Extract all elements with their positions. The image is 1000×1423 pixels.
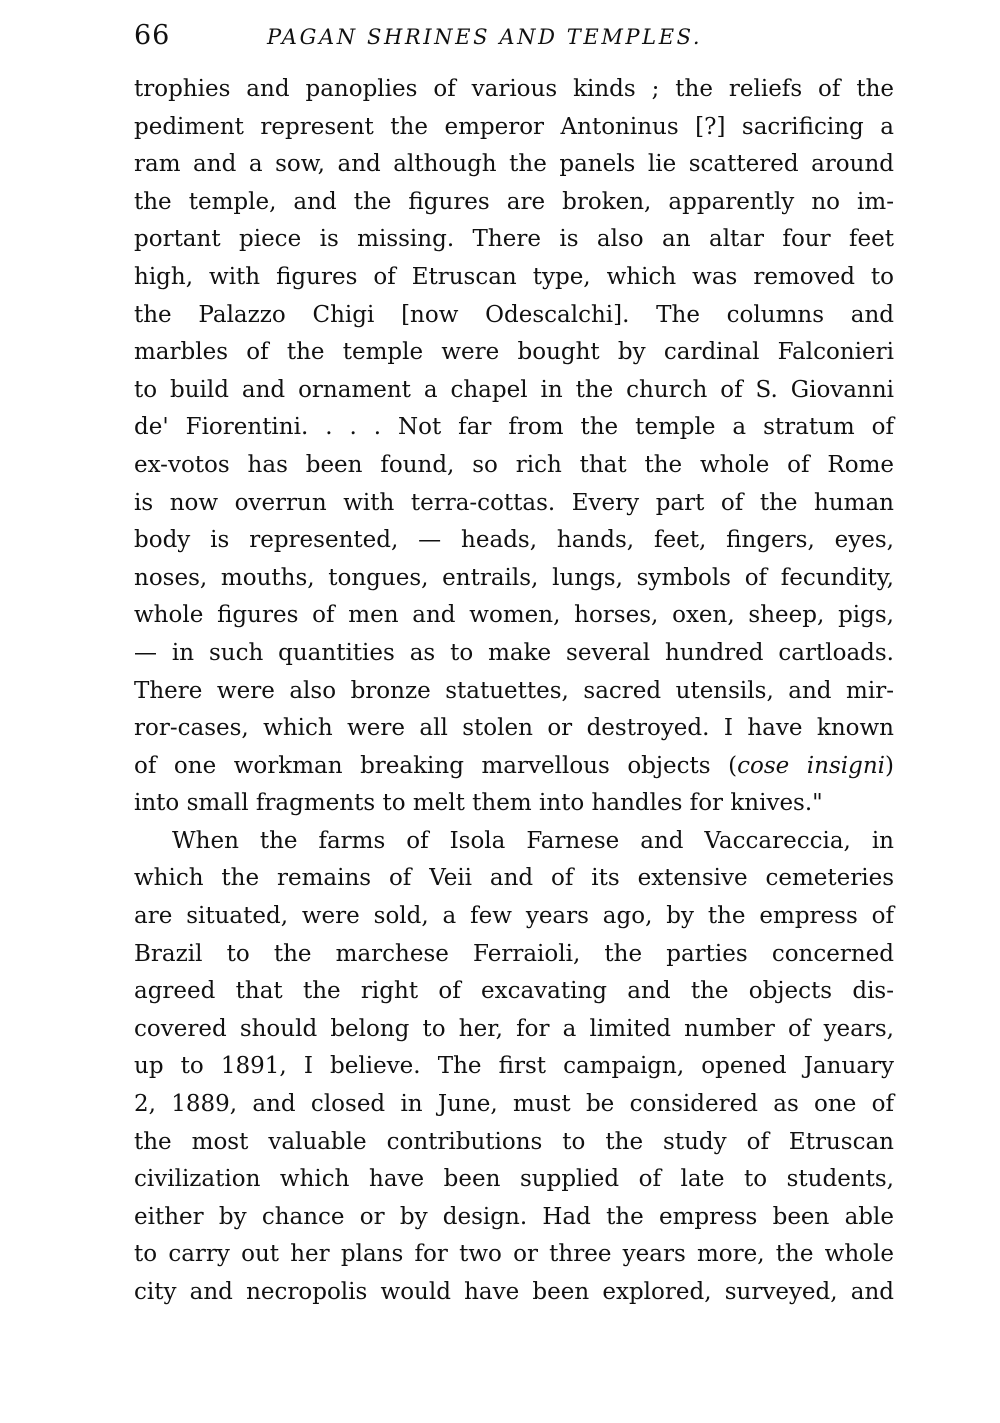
page-number: 66 xyxy=(134,20,171,51)
page-header xyxy=(134,18,894,54)
text-line: ex-votos has been found, so rich that the whole of Rome xyxy=(134,451,894,478)
text-line: the temple, and the figures are broken, apparently no im- xyxy=(134,188,894,215)
text-line: covered should belong to her, for a limited number of years, xyxy=(134,1015,894,1042)
text-line: Brazil to the marchese Ferraioli, the parties concerned xyxy=(134,940,894,967)
text-line: civilization which have been supplied of late to students, xyxy=(134,1166,894,1193)
text-line: agreed that the right of excavating and the objects dis- xyxy=(134,978,894,1005)
paragraph-2 xyxy=(134,823,894,1312)
text-line: ror-cases, which were all stolen or destroyed. I have known xyxy=(134,715,894,742)
text-line: noses, mouths, tongues, entrails, lungs, symbols of fecundity, xyxy=(134,564,894,591)
text-line: high, with figures of Etruscan type, which was removed to xyxy=(134,263,894,290)
text-line xyxy=(134,748,894,786)
text-line: is now overrun with terra-cottas. Every part of the human xyxy=(134,489,894,516)
text-line: city and necropolis would have been explored, surveyed, and xyxy=(134,1279,894,1305)
text-line: marbles of the temple were bought by cardinal Falconieri xyxy=(134,339,894,366)
text-line: the Palazzo Chigi [now Odescalchi]. The columns and xyxy=(134,301,894,328)
running-title: PAGAN SHRINES AND TEMPLES. xyxy=(267,25,703,49)
body-text xyxy=(134,71,894,1312)
line-segment: of one workman breaking marvellous objects ( xyxy=(134,752,738,779)
text-line: portant piece is missing. There is also an altar four feet xyxy=(134,226,894,253)
text-line: the most valuable contributions to the study of Etruscan xyxy=(134,1128,894,1155)
text-line: ram and a sow, and although the panels lie scattered around xyxy=(134,151,894,178)
text-line: trophies and panoplies of various kinds ; the reliefs of the xyxy=(134,76,894,102)
text-line: up to 1891, I believe. The first campaign, opened January xyxy=(134,1053,894,1080)
text-line: de' Fiorentini. . . . Not far from the temple a stratum of xyxy=(134,414,894,441)
text-line: There were also bronze statuettes, sacred utensils, and mir- xyxy=(134,677,894,704)
text-line: whole figures of men and women, horses, oxen, sheep, pigs, xyxy=(134,602,894,629)
text-line: body is represented, — heads, hands, feet, fingers, eyes, xyxy=(134,527,894,554)
text-line: to carry out her plans for two or three years more, the whole xyxy=(134,1241,894,1268)
text-line: either by chance or by design. Had the empress been able xyxy=(134,1203,894,1230)
text-line: pediment represent the emperor Antoninus [?] sacrificing a xyxy=(134,113,894,140)
text-line: 2, 1889, and closed in June, must be considered as one of xyxy=(134,1091,894,1118)
text-line: — in such quantities as to make several hundred cartloads. xyxy=(134,639,894,666)
text-line: When the farms of Isola Farnese and Vaccareccia, in xyxy=(172,827,894,854)
italic-phrase: cose insigni xyxy=(737,752,886,779)
text-line: which the remains of Veii and of its extensive cemeteries xyxy=(134,865,894,892)
paragraph-1 xyxy=(134,71,894,823)
text-line: into small fragments to melt them into handles for knives." xyxy=(134,790,823,817)
text-line: to build and ornament a chapel in the church of S. Giovanni xyxy=(134,376,894,403)
line-segment: ) xyxy=(885,752,894,779)
text-line: are situated, were sold, a few years ago, by the empress of xyxy=(134,903,894,930)
